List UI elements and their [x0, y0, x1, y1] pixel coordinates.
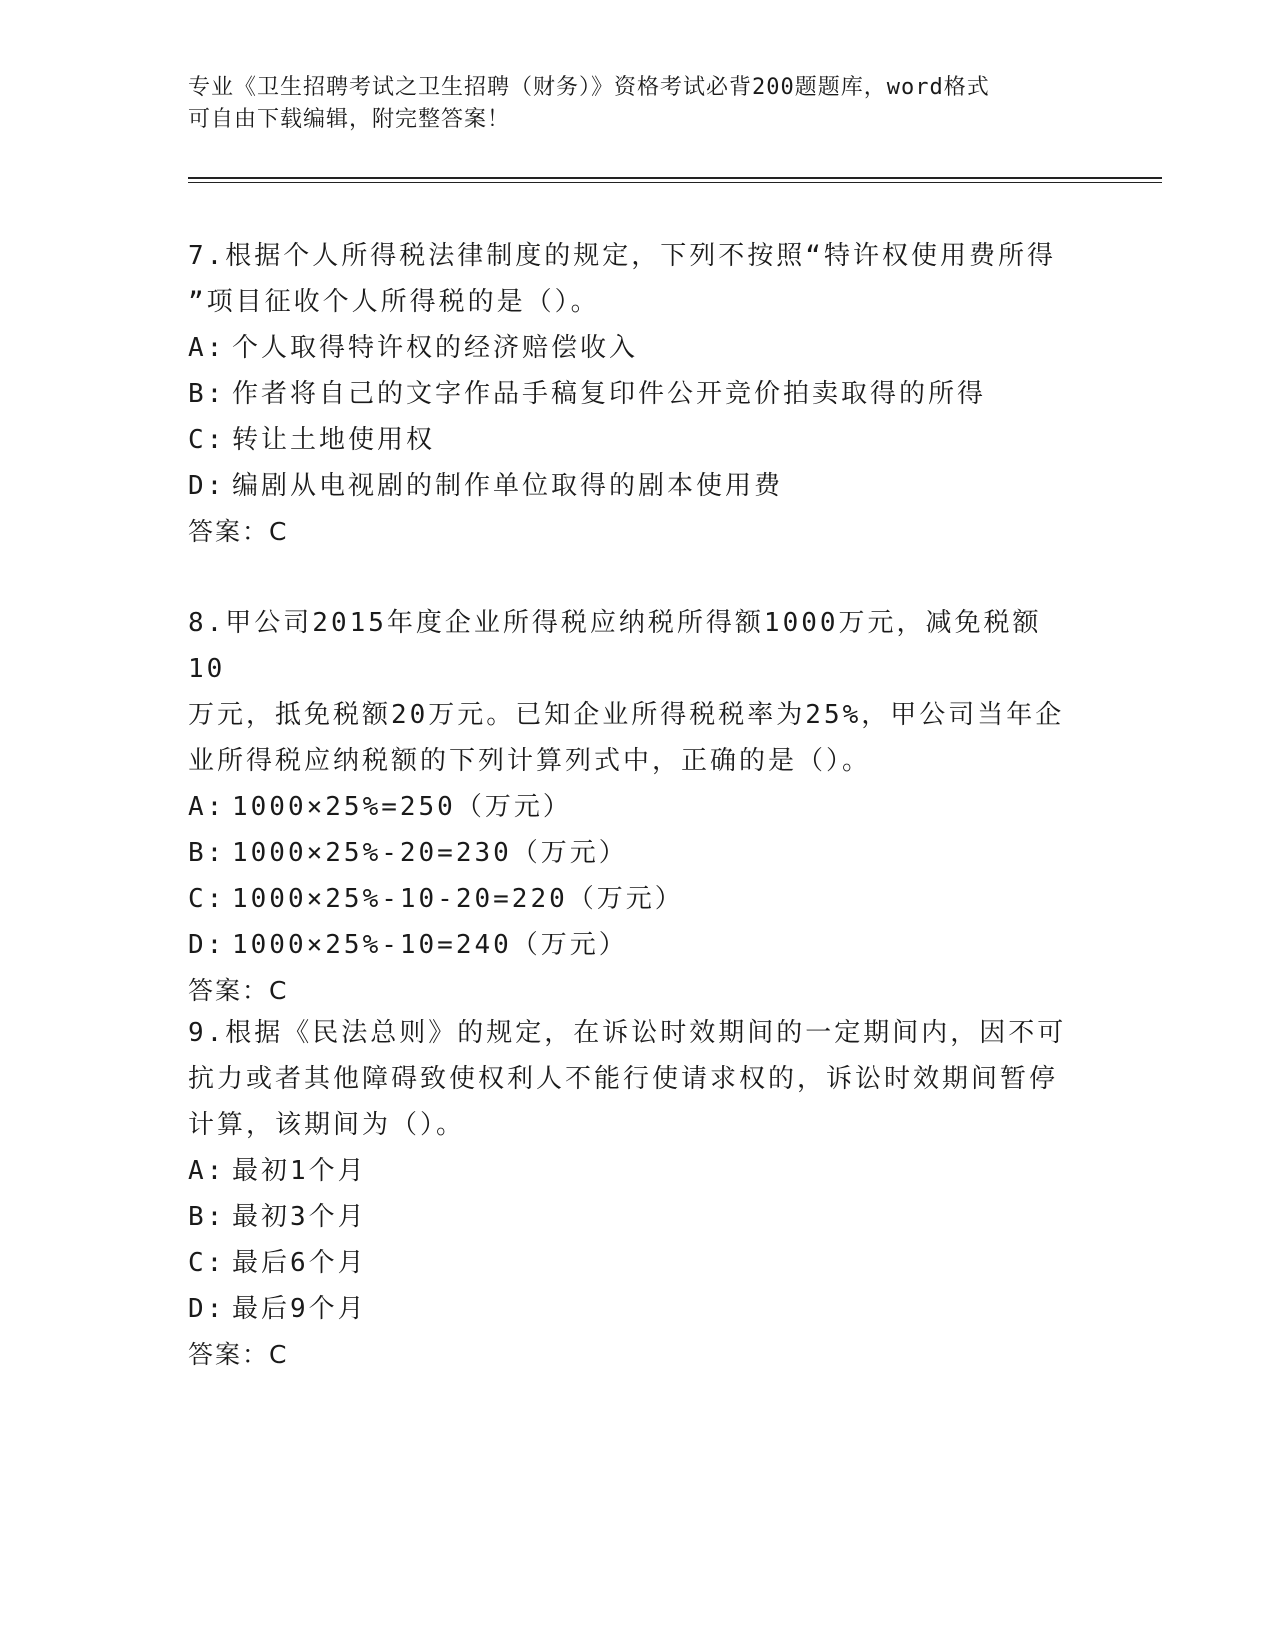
option-text: 最初1个月: [232, 1156, 367, 1186]
option-a: [188, 784, 1068, 830]
option-b: [188, 371, 1068, 417]
option-key: A:: [188, 792, 226, 822]
option-text: 最后6个月: [232, 1248, 367, 1278]
header-line-2: 可自由下载编辑，附完整答案！: [188, 107, 511, 132]
option-key: C:: [188, 425, 226, 455]
option-key: D:: [188, 471, 226, 501]
question-stem-line: 抗力或者其他障碍致使权利人不能行使请求权的，诉讼时效期间暂停: [188, 1064, 1059, 1094]
answer-line: 答案：C: [188, 976, 289, 1005]
question-8: [188, 600, 1068, 1014]
option-key: B:: [188, 1202, 226, 1232]
option-key: D:: [188, 930, 226, 960]
option-text: 1000×25%=250（万元）: [232, 792, 572, 822]
option-text: 作者将自己的文字作品手稿复印件公开竞价拍卖取得的所得: [232, 379, 987, 409]
question-stem: [188, 1010, 1068, 1148]
option-key: A:: [188, 333, 226, 363]
option-key: D:: [188, 1294, 226, 1324]
option-text: 个人取得特许权的经济赔偿收入: [232, 333, 639, 363]
header-divider-thick: [188, 177, 1162, 179]
question-stem: [188, 233, 1068, 325]
question-stem-line: 9.根据《民法总则》的规定，在诉讼时效期间的一定期间内，因不可: [188, 1018, 1067, 1048]
answer-line: 答案：C: [188, 1340, 289, 1369]
option-b: [188, 830, 1068, 876]
option-text: 转让土地使用权: [232, 425, 436, 455]
option-text: 1000×25%-10-20=220（万元）: [232, 884, 684, 914]
option-key: C:: [188, 1248, 226, 1278]
option-text: 最初3个月: [232, 1202, 367, 1232]
option-c: [188, 1240, 1068, 1286]
option-text: 1000×25%-10=240（万元）: [232, 930, 628, 960]
option-key: B:: [188, 379, 226, 409]
option-d: [188, 463, 1068, 509]
header-line-1: 专业《卫生招聘考试之卫生招聘（财务）》资格考试必背200题题库，word格式: [188, 75, 990, 100]
option-a: [188, 1148, 1068, 1194]
option-key: A:: [188, 1156, 226, 1186]
answer-line: 答案：C: [188, 517, 289, 546]
option-d: [188, 1286, 1068, 1332]
option-b: [188, 1194, 1068, 1240]
header-divider-thin: [188, 182, 1162, 183]
option-c: [188, 417, 1068, 463]
question-stem-line: 万元，抵免税额20万元。已知企业所得税税率为25%，甲公司当年企: [188, 700, 1065, 730]
question-stem-line: 7.根据个人所得税法律制度的规定，下列不按照“特许权使用费所得: [188, 241, 1056, 271]
question-stem-line: 8.甲公司2015年度企业所得税应纳税所得额1000万元，减免税额10: [188, 608, 1042, 684]
question-stem: [188, 600, 1068, 784]
question-stem-line: 计算，该期间为（）。: [188, 1110, 466, 1140]
option-text: 编剧从电视剧的制作单位取得的剧本使用费: [232, 471, 784, 501]
option-c: [188, 876, 1068, 922]
option-key: C:: [188, 884, 226, 914]
option-key: B:: [188, 838, 226, 868]
option-text: 1000×25%-20=230（万元）: [232, 838, 628, 868]
question-stem-line: ”项目征收个人所得税的是（）。: [188, 287, 600, 317]
question-9: [188, 1010, 1068, 1378]
document-header: [188, 72, 1088, 136]
question-stem-line: 业所得税应纳税额的下列计算列式中，正确的是（）。: [188, 746, 872, 776]
option-d: [188, 922, 1068, 968]
option-a: [188, 325, 1068, 371]
option-text: 最后9个月: [232, 1294, 367, 1324]
question-7: [188, 233, 1068, 555]
